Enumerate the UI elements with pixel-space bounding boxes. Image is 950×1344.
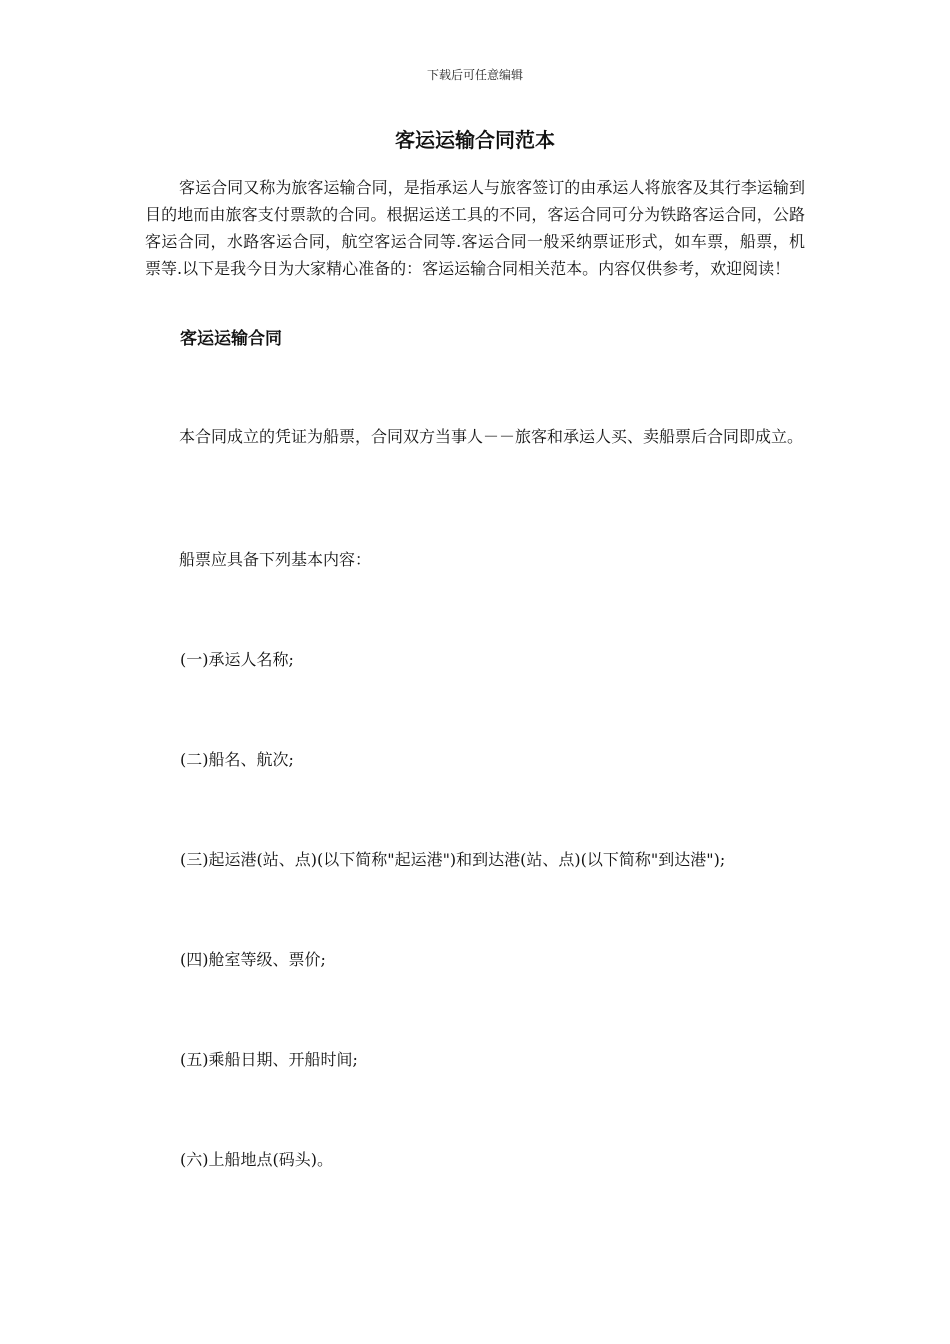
ticket-content-intro: 船票应具备下列基本内容： <box>179 550 372 569</box>
header-note: 下载后可任意编辑 <box>426 68 523 82</box>
list-item: (五)乘船日期、开船时间; <box>180 1050 358 1069</box>
list-item: (二)船名、航次; <box>180 750 294 769</box>
contract-formation-paragraph: 本合同成立的凭证为船票，合同双方当事人－－旅客和承运人买、卖船票后合同即成立。 <box>179 427 804 446</box>
section-heading: 客运运输合同 <box>180 329 282 349</box>
list-item: (四)舱室等级、票价; <box>180 950 326 969</box>
document-title: 客运运输合同范本 <box>395 128 555 152</box>
list-item: (三)起运港(站、点)(以下简称"起运港")和到达港(站、点)(以下简称"到达港"); <box>180 850 726 869</box>
list-item: (六)上船地点(码头)。 <box>180 1150 333 1169</box>
intro-paragraph: 客运合同又称为旅客运输合同，是指承运人与旅客签订的由承运人将旅客及其行李运输到目的地而由旅客支付票款的合同。根据运送工具的不同，客运合同可分为铁路客运合同，公路客运合同，水路客运合同，航空客运合同等.客运合同一般采纳票证形式，如车票，船票，机票等.以下是我今日为大家精心准备的：客运运输合同相关范本。内容仅供参考，欢迎阅读！ <box>145 178 805 278</box>
list-item: (一)承运人名称; <box>180 650 294 669</box>
